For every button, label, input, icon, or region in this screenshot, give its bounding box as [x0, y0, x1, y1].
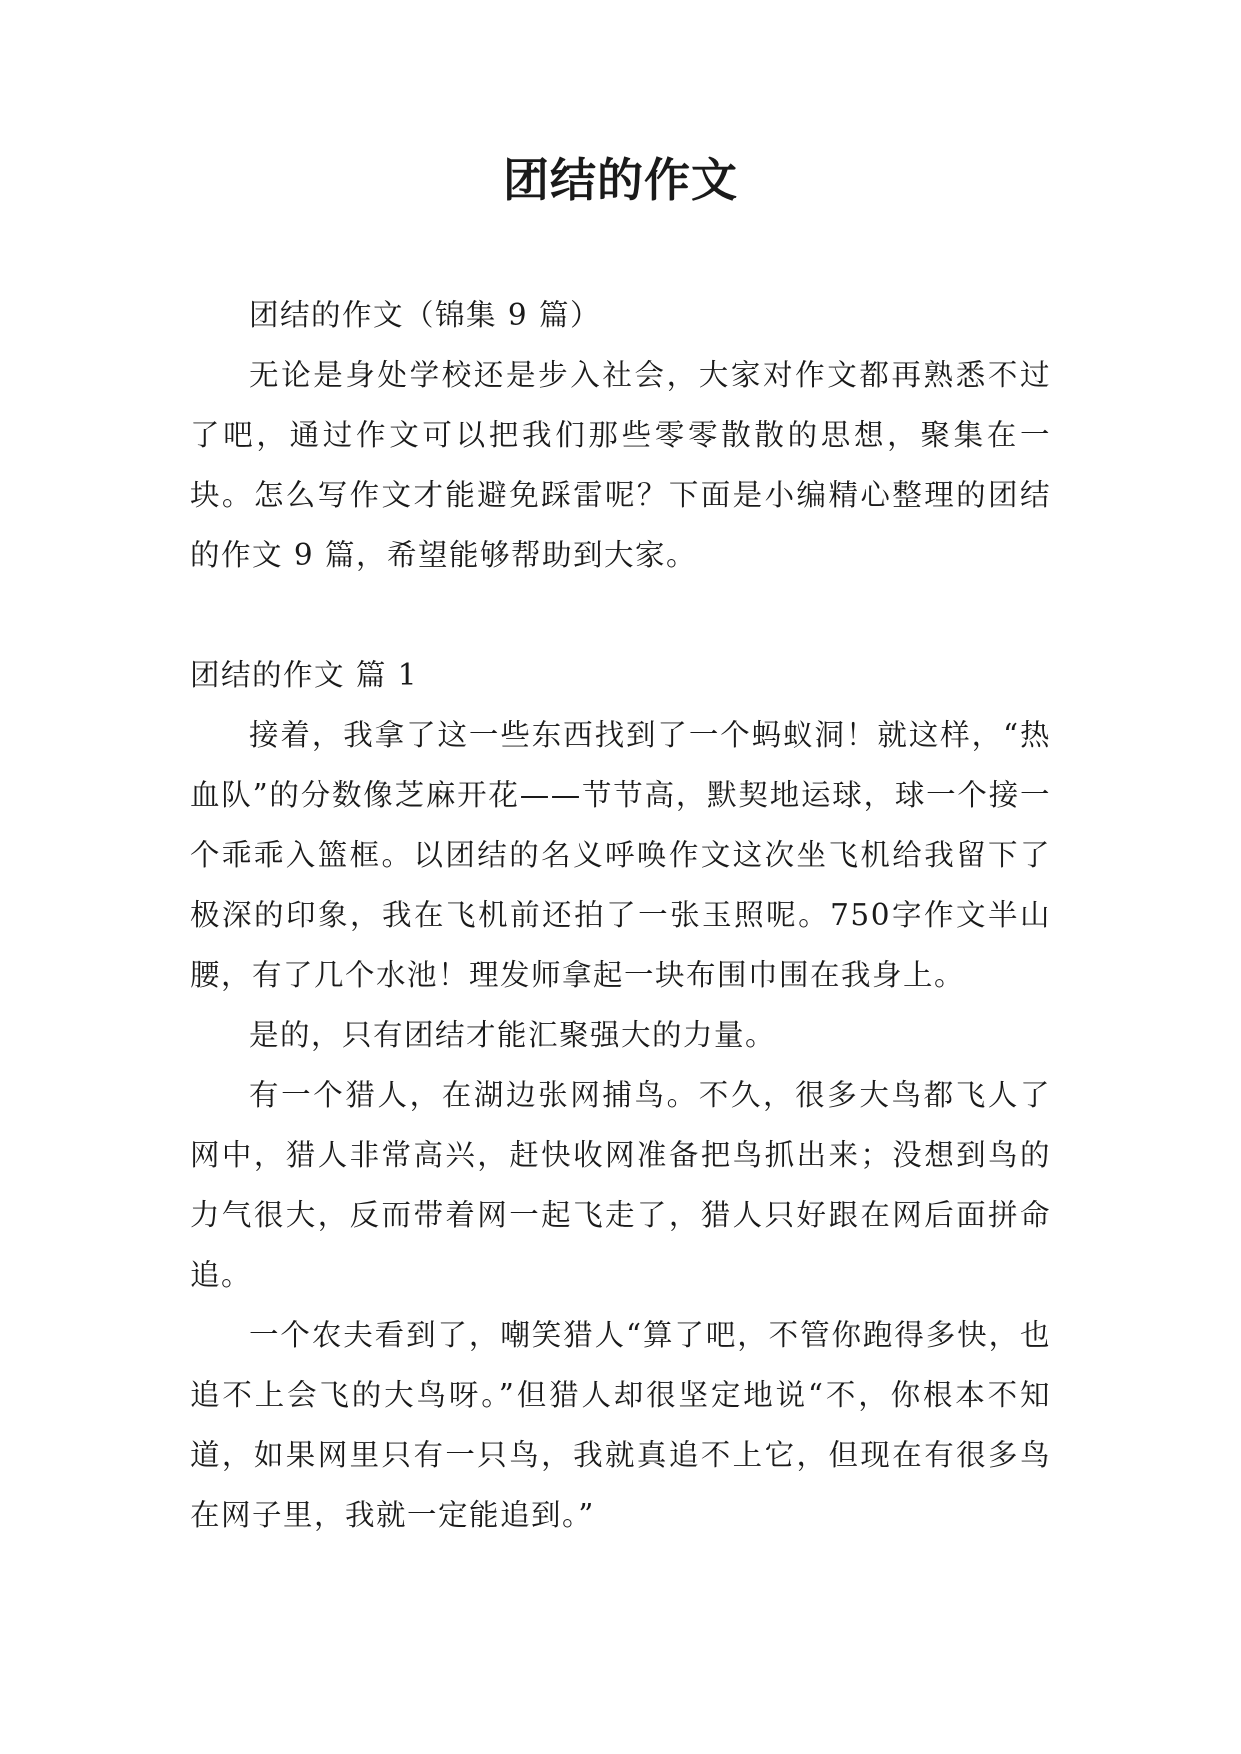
body-paragraph: 有一个猎人，在湖边张网捕鸟。不久，很多大鸟都飞人了网中，猎人非常高兴，赶快收网准备把鸟抓出来；没想到鸟的力气很大，反而带着网一起飞走了，猎人只好跟在网后面拼命追。 — [190, 1078, 1051, 1292]
document-body — [190, 285, 1051, 1545]
body-paragraph: 是的，只有团结才能汇聚强大的力量。 — [249, 1018, 777, 1052]
section-heading: 团结的作文 篇 1 — [190, 658, 419, 692]
document-subtitle: 团结的作文（锦集 9 篇） — [249, 298, 602, 332]
document-title: 团结的作文 — [503, 153, 738, 207]
body-paragraph: 接着，我拿了这一些东西找到了一个蚂蚁洞！就这样，“热血队”的分数像芝麻开花——节节高，默契地运球，球一个接一个乖乖入篮框。以团结的名义呼唤作文这次坐飞机给我留下了极深的印象，我在飞机前还拍了一张玉照呢。750字作文半山腰，有了几个水池！理发师拿起一块布围巾围在我身上。 — [190, 718, 1051, 992]
body-paragraph: 一个农夫看到了，嘲笑猎人“算了吧，不管你跑得多快，也追不上会飞的大鸟呀。”但猎人却很坚定地说“不，你根本不知道，如果网里只有一只鸟，我就真追不上它，但现在有很多鸟在网子里，我就一定能追到。” — [190, 1318, 1051, 1532]
intro-paragraph: 无论是身处学校还是步入社会，大家对作文都再熟悉不过了吧，通过作文可以把我们那些零零散散的思想，聚集在一块。怎么写作文才能避免踩雷呢？下面是小编精心整理的团结的作文 9 篇，希望能够帮助到大家。 — [190, 358, 1051, 572]
